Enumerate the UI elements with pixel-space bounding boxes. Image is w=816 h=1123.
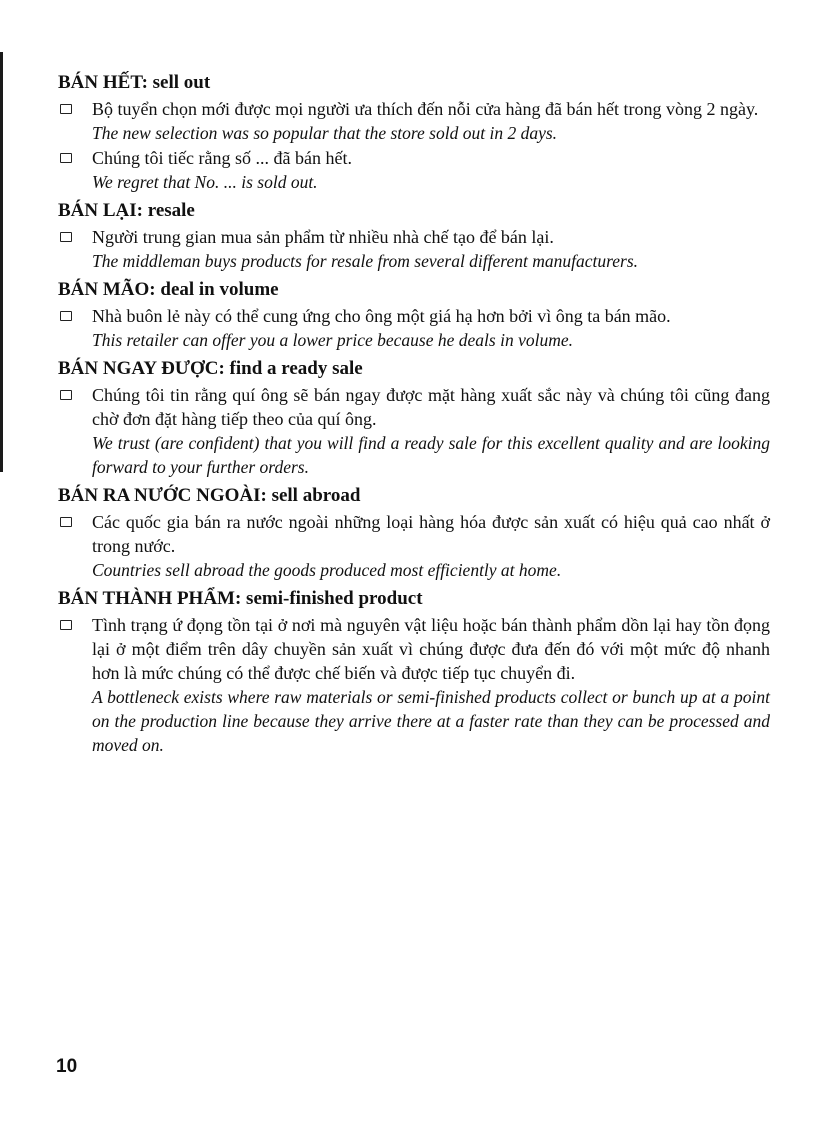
vietnamese-sentence: Nhà buôn lẻ này có thể cung ứng cho ông một giá hạ hơn bởi vì ông ta bán mão. [92, 306, 671, 326]
example-item [58, 613, 770, 757]
checkbox-bullet-icon [60, 311, 72, 321]
english-translation: A bottleneck exists where raw materials or semi-finished products collect or bunch up at a point on the production line because they arrive there at a faster rate than they can be processed and moved on. [92, 687, 770, 755]
checkbox-bullet-icon [60, 517, 72, 527]
vietnamese-sentence: Chúng tôi tin rằng quí ông sẽ bán ngay được mặt hàng xuất sắc này và chúng tôi cũng đang chờ đơn đặt hàng tiếp theo của quí ông. [92, 385, 770, 429]
entry-ban-mao [58, 277, 770, 352]
example-item [58, 304, 770, 352]
english-translation: The new selection was so popular that the store sold out in 2 days. [92, 123, 558, 143]
headword: BÁN RA NƯỚC NGOÀI: sell abroad [58, 485, 361, 506]
entry-ban-het [58, 70, 770, 194]
english-translation: This retailer can offer you a lower price because he deals in volume. [92, 330, 573, 350]
checkbox-bullet-icon [60, 390, 72, 400]
page-number: 10 [56, 1056, 78, 1077]
example-item [58, 146, 770, 194]
headword: BÁN THÀNH PHẨM: semi-finished product [58, 588, 423, 609]
checkbox-bullet-icon [60, 620, 72, 630]
english-translation: We regret that No. ... is sold out. [92, 172, 318, 192]
checkbox-bullet-icon [60, 232, 72, 242]
example-item [58, 510, 770, 582]
checkbox-bullet-icon [60, 153, 72, 163]
vietnamese-sentence: Tình trạng ứ đọng tồn tại ở nơi mà nguyên vật liệu hoặc bán thành phẩm dồn lại hay tồn đọng lại ở một điểm trên dây chuyền sản xuất vì chúng được đưa đến đó với một mức độ nhanh hơn là mức chúng có thể được chế biến và được tiếp tục chuyển đi. [92, 615, 770, 683]
english-translation: The middleman buys products for resale from several different manufacturers. [92, 251, 639, 271]
scan-edge-mark [0, 52, 3, 472]
headword: BÁN HẾT: sell out [58, 72, 211, 93]
example-item [58, 383, 770, 479]
vietnamese-sentence: Các quốc gia bán ra nước ngoài những loại hàng hóa được sản xuất có hiệu quả cao nhất ở trong nước. [92, 512, 770, 556]
entry-ban-ngay-duoc [58, 356, 770, 479]
vietnamese-sentence: Bộ tuyển chọn mới được mọi người ưa thích đến nỗi cửa hàng đã bán hết trong vòng 2 ngày. [92, 99, 759, 119]
vietnamese-sentence: Chúng tôi tiếc rằng số ... đã bán hết. [92, 148, 352, 168]
headword: BÁN NGAY ĐƯỢC: find a ready sale [58, 358, 363, 379]
dictionary-page [58, 70, 770, 761]
entry-ban-thanh-pham [58, 586, 770, 757]
example-item [58, 225, 770, 273]
english-translation: Countries sell abroad the goods produced most efficiently at home. [92, 560, 562, 580]
entry-ban-lai [58, 198, 770, 273]
example-item [58, 97, 770, 145]
entry-ban-ra-nuoc-ngoai [58, 483, 770, 582]
checkbox-bullet-icon [60, 104, 72, 114]
english-translation: We trust (are confident) that you will find a ready sale for this excellent quality and are looking forward to your further orders. [92, 433, 770, 477]
headword: BÁN LẠI: resale [58, 200, 195, 221]
headword: BÁN MÃO: deal in volume [58, 279, 279, 300]
vietnamese-sentence: Người trung gian mua sản phẩm từ nhiều nhà chế tạo để bán lại. [92, 227, 554, 247]
